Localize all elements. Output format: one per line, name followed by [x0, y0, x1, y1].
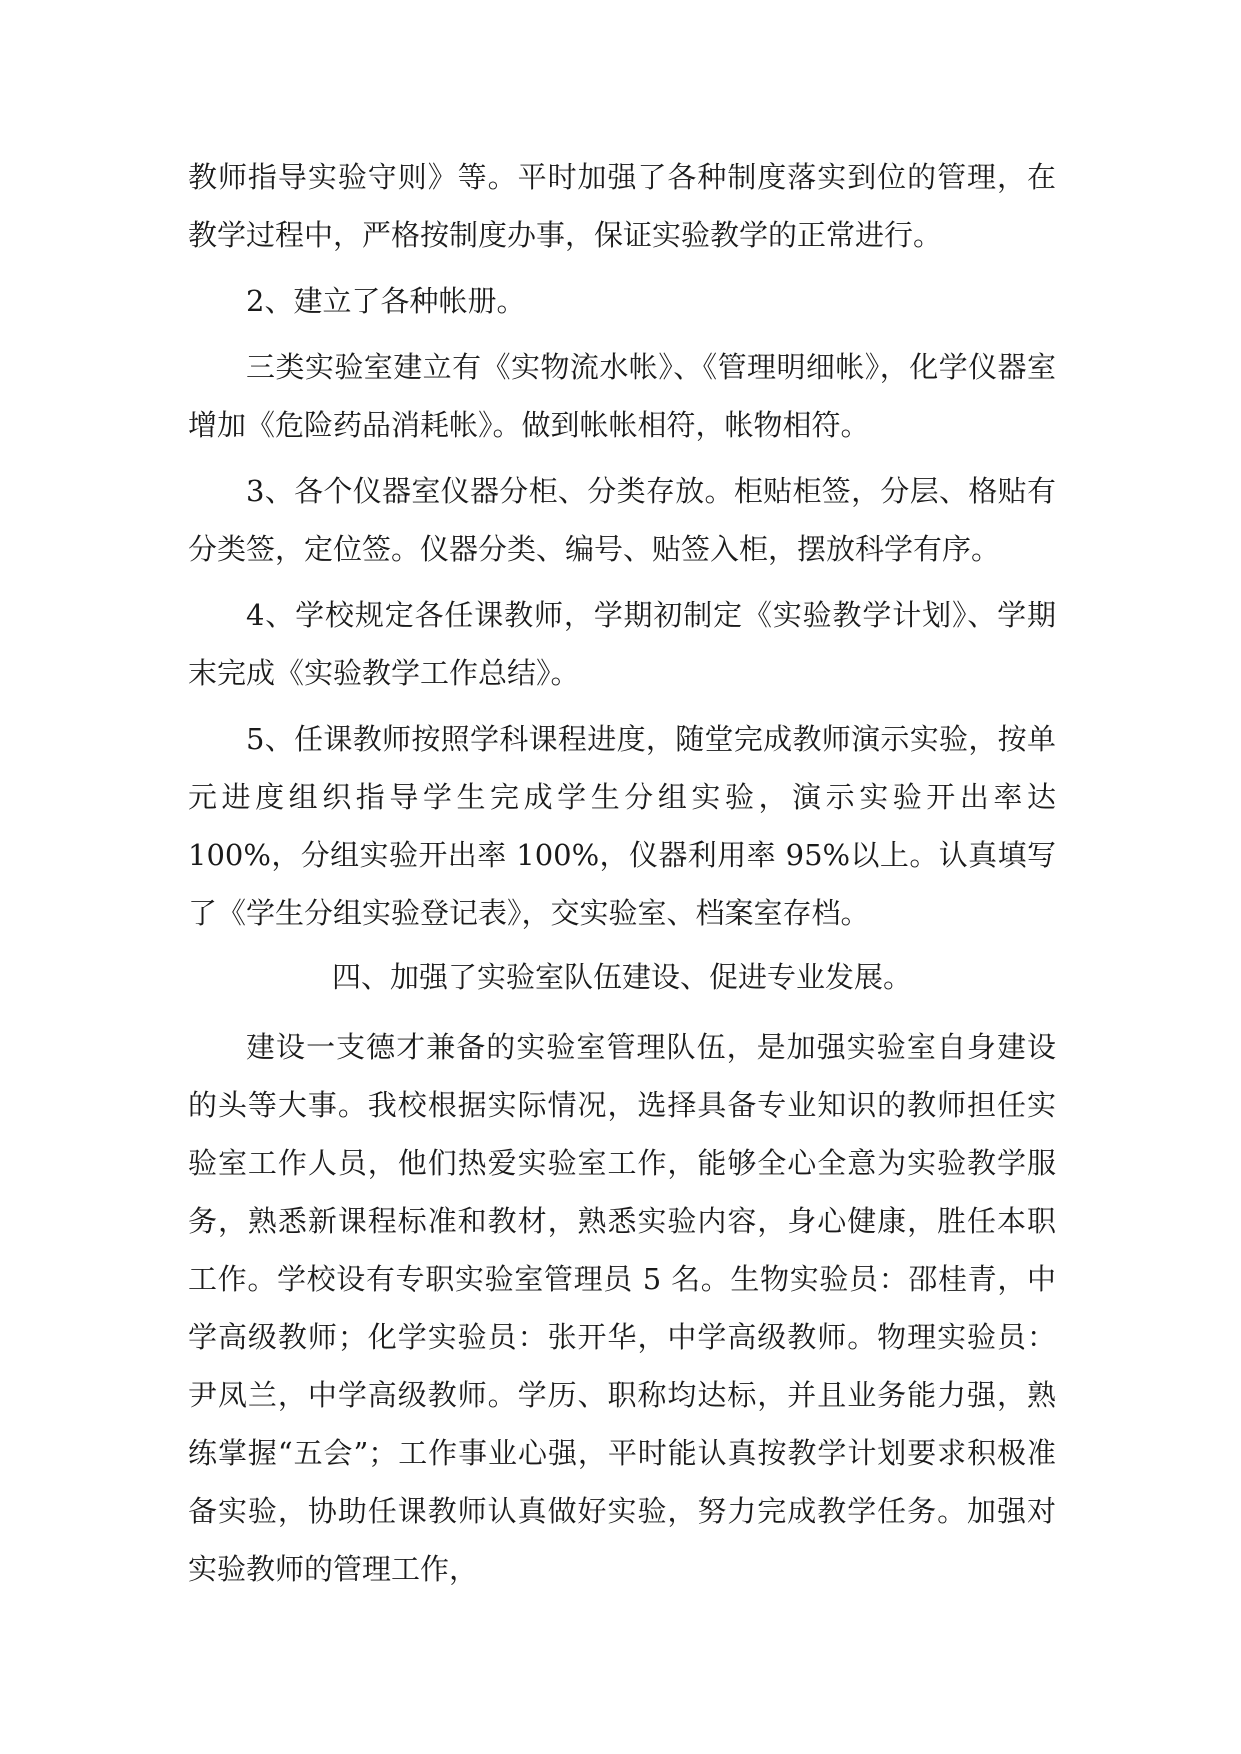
paragraph-item-2-title: 2、建立了各种帐册。: [246, 284, 526, 318]
paragraph-item-5: 5、任课教师按照学科课程进度，随堂完成教师演示实验，按单元进度组织指导学生完成学生分组实验，演示实验开出率达 100%，分组实验开出率 100%，仪器利用率 95%以上。认真填写了《学生分组实验登记表》，交实验室、档案室存档。: [188, 722, 1056, 930]
document-body: [188, 148, 1056, 1598]
paragraph-ledgers: 三类实验室建立有《实物流水帐》、《管理明细帐》，化学仪器室增加《危险药品消耗帐》。做到帐帐相符，帐物相符。: [188, 350, 1056, 442]
paragraph-item-4: 4、学校规定各任课教师，学期初制定《实验教学计划》、学期末完成《实验教学工作总结》。: [188, 598, 1056, 690]
paragraph-team-building: 建设一支德才兼备的实验室管理队伍，是加强实验室自身建设的头等大事。我校根据实际情况，选择具备专业知识的教师担任实验室工作人员，他们热爱实验室工作，能够全心全意为实验教学服务，熟悉新课程标准和教材，熟悉实验内容，身心健康，胜任本职工作。学校设有专职实验室管理员 5 名。生物实验员：邵桂青，中学高级教师；化学实验员：张开华，中学高级教师。物理实验员：尹凤兰，中学高级教师。学历、职称均达标，并且业务能力强，熟练掌握“五会”；工作事业心强，平时能认真按教学计划要求积极准备实验，协助任课教师认真做好实验，努力完成教学任务。加强对实验教师的管理工作，: [188, 1030, 1056, 1586]
paragraph-rules-continued: 教师指导实验守则》等。平时加强了各种制度落实到位的管理，在教学过程中，严格按制度办事，保证实验教学的正常进行。: [188, 160, 1056, 252]
section-heading-4: 四、加强了实验室队伍建设、促进专业发展。: [331, 960, 912, 994]
paragraph-item-3: 3、各个仪器室仪器分柜、分类存放。柜贴柜签，分层、格贴有分类签，定位签。仪器分类、编号、贴签入柜，摆放科学有序。: [188, 474, 1056, 566]
